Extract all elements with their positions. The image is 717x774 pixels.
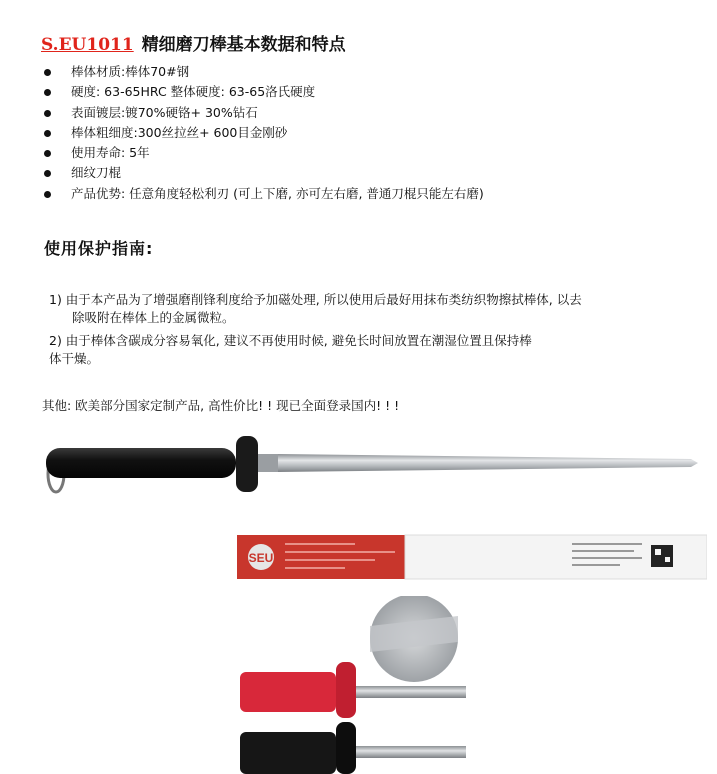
feature-item: 产品优势: 任意角度轻松利刃 (可上下磨, 亦可左右磨, 普通刀棍只能左右磨): [44, 184, 484, 204]
guide-item-2: 2) 由于棒体含碳成分容易氧化, 建议不再使用时候, 避免长时间放置在潮湿位置且保持棒: [49, 333, 532, 348]
feature-item: 棒体材质:棒体70#钢: [44, 62, 484, 82]
guide-item-2-cont: 体干燥。: [49, 351, 100, 366]
feature-item: 使用寿命: 5年: [44, 143, 484, 163]
guide-title: 使用保护指南:: [44, 239, 154, 258]
sharpening-steel-image: [36, 426, 700, 506]
handle-closeup-image: [240, 596, 470, 774]
feature-item: 棒体粗细度:300丝拉丝+ 600目金刚砂: [44, 123, 484, 143]
feature-list: [44, 62, 484, 204]
feature-item: 表面镀层:镀70%硬铬+ 30%钻石: [44, 103, 484, 123]
product-code: S.EU1011: [41, 35, 134, 55]
guide-item-1-cont: 除吸附在棒体上的金属微粒。: [72, 310, 235, 325]
packaging-tube-image: [237, 527, 707, 587]
title-text: 精细磨刀棒基本数据和特点: [141, 35, 346, 55]
page-title: [41, 30, 346, 55]
guide-item-1: 1) 由于本产品为了增强磨削锋利度给予加磁处理, 所以使用后最好用抹布类纺织物擦拭棒体, 以去: [49, 292, 582, 307]
feature-item: 硬度: 63-65HRC 整体硬度: 63-65洛氏硬度: [44, 82, 484, 102]
other-note: 其他: 欧美部分国家定制产品, 高性价比! ! 现已全面登录国内! ! !: [42, 398, 400, 413]
feature-item: 细纹刀棍: [44, 163, 484, 183]
packaging-logo: SEU: [248, 551, 274, 565]
